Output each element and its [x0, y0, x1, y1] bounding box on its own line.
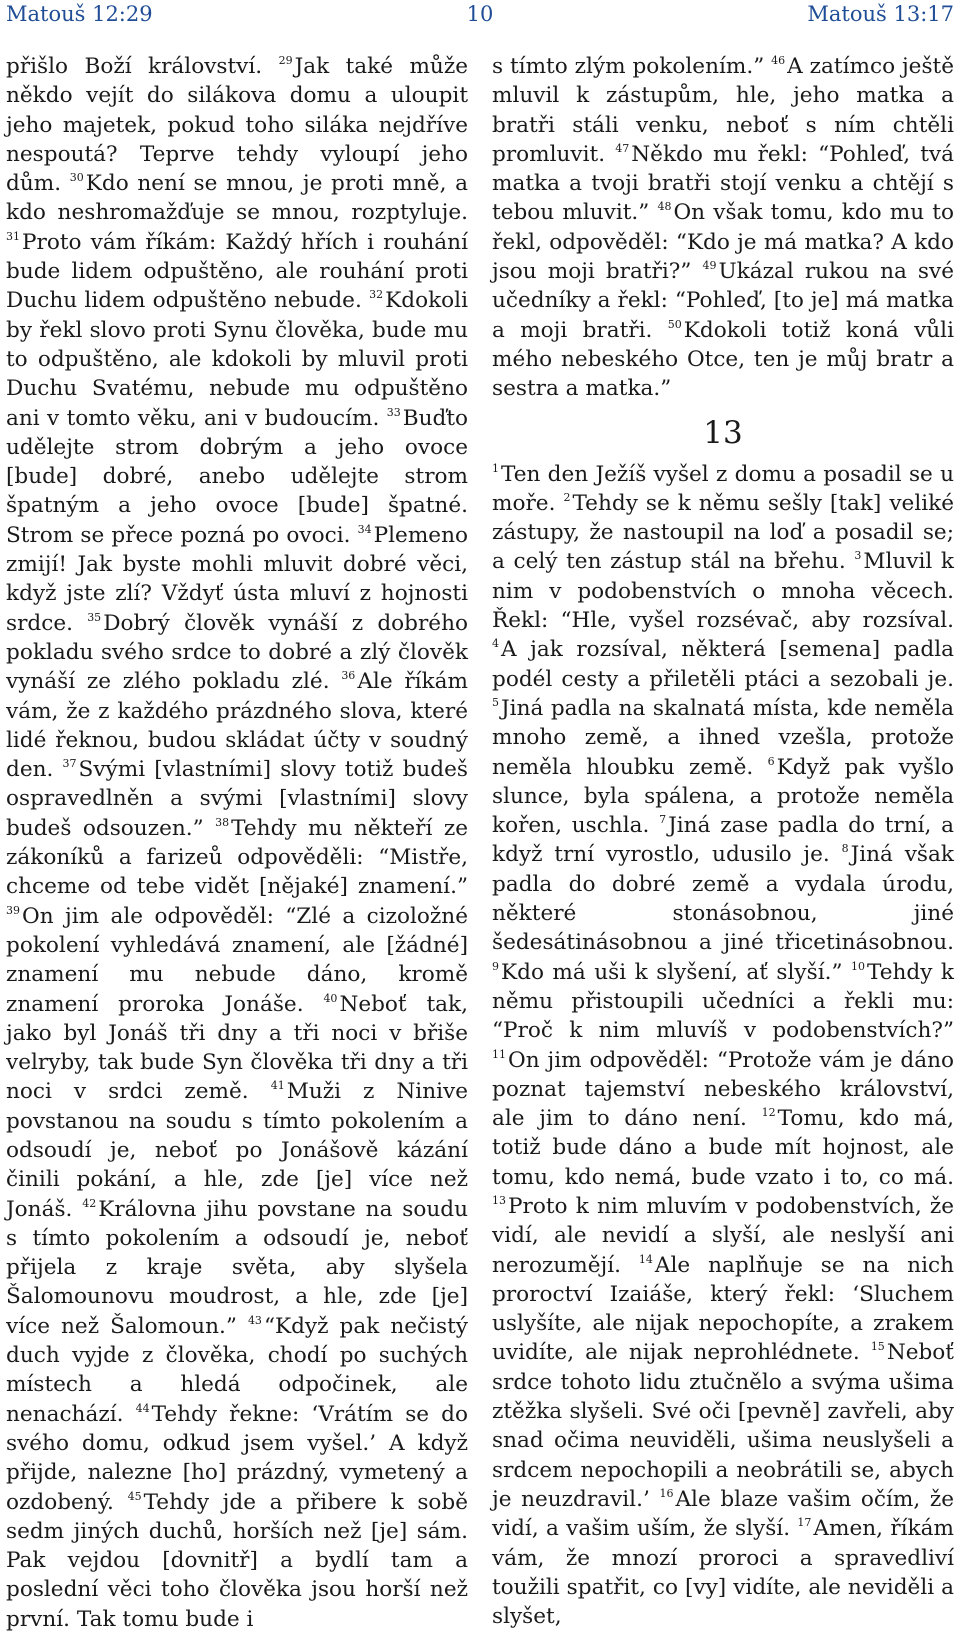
verse-text: Mluvil k nim v podobenstvích o mnoha věcech. Řekl: “Hle, vyšel rozsévač, aby rozsíval.	[492, 549, 954, 634]
verse-number: 45	[127, 1489, 142, 1503]
verse-text: Tehdy se k němu sešly [tak] veliké zástupy, že nastoupil na loď a posadil se; a celý ten zástup stál na břehu.	[492, 490, 954, 575]
verse-number: 17	[797, 1516, 812, 1530]
verse-number: 49	[702, 259, 717, 273]
verse-text: Proto k nim mluvím v podobenstvích, že vidí, ale nevidí a slyší, ale neslyší ani nerozumějí.	[492, 1193, 954, 1278]
verse-number: 4	[492, 637, 499, 651]
verse-text: Jak také může někdo vejít do silákova domu a uloupit jeho majetek, pokud toho siláka nejdříve nespoutá? Teprve tehdy vyloupí jeho dům.	[6, 54, 468, 197]
verse-text: Svými [vlastními] slovy totiž budeš ospravedlněn a svými [vlastními] slovy budeš odsouzen.”	[6, 757, 468, 841]
page-header	[6, 2, 954, 30]
verse-number: 39	[6, 903, 20, 917]
verse-text: Muži z Ninive povstanou na soudu s tímto pokolením a odsoudí je, neboť po Jonášově kázání činili pokání, a hle, zde [je] více než Jonáš.	[6, 1079, 469, 1222]
header-start-reference: Matouš 12:29	[6, 2, 153, 26]
verse-text: Ten den Ježíš vyšel z domu a posadil se u moře.	[492, 461, 954, 516]
verse-text: Dobrý člověk vynáší z dobrého pokladu svého srdce to dobré a zlý člověk vynáší ze zlého pokladu zlé.	[6, 610, 468, 695]
verse-text: Plemeno zmijí! Jak byste mohli mluvit dobré věci, když jste zlí? Vždyť ústa mluví z hojnosti srdce.	[6, 522, 468, 636]
verse-text: Ale říkám vám, že z každého prázdného slova, které lidé řeknou, budou skládat účty v soudný den.	[6, 669, 468, 783]
verse-number: 12	[761, 1106, 776, 1120]
verse-text: Tehdy mu někteří ze zákoníků a farizeů odpověděli: “Mistře, chceme od tebe vidět [nějaké] znamení.”	[6, 815, 468, 900]
left-column	[6, 52, 469, 1632]
verse-number: 35	[87, 610, 102, 624]
verse-text: Amen, říkám vám, že mnozí proroci a spravedliví toužili spatřit, co [vy] vidíte, ale neviděli a slyšet,	[492, 1516, 954, 1630]
verse-text: Tehdy jde a přibere k sobě sedm jiných duchů, horších než [je] sám. Pak vejdou [dovnitř] a bydlí tam a poslední věci toho člověka jsou horší než první. Tak tomu bude i	[6, 1489, 468, 1632]
verse-number: 48	[657, 200, 672, 214]
right-column-text-chapter-12	[492, 52, 954, 404]
verse-number: 3	[854, 549, 862, 563]
verse-text: On jim odpověděl: “Protože vám je dáno poznat tajemství nebeského království, ale jim to dáno není.	[492, 1047, 954, 1132]
verse-text: Ale blaze vašim očím, že vidí, a vašim uším, že slyší.	[492, 1486, 954, 1542]
verse-text: Když pak vyšlo slunce, byla spálena, a protože neměla kořen, uschla.	[492, 754, 954, 839]
verse-text: “Když pak nečistý duch vyjde z člověka, chodí po suchých místech a hledá odpočinek, ale nenachází.	[6, 1313, 468, 1427]
verse-number: 29	[278, 54, 293, 67]
verse-number: 8	[841, 842, 849, 856]
verse-number: 46	[771, 54, 786, 67]
verse-number: 50	[667, 317, 682, 331]
verse-number: 41	[270, 1079, 285, 1093]
right-column	[492, 52, 955, 1630]
verse-text: On jim ale odpověděl: “Zlé a cizoložné pokolení vyhledává znamení, ale [žádné] znamení mu nebude dáno, kromě znamení proroka Jonáše.	[6, 903, 468, 1017]
verse-number: 40	[323, 991, 338, 1005]
verse-number: 33	[386, 405, 401, 419]
verse-number: 1	[492, 461, 499, 475]
right-column-text-chapter-13	[492, 460, 954, 1632]
verse-text: přišlo Boží království.	[6, 54, 263, 79]
verse-number: 43	[247, 1313, 262, 1327]
verse-number: 6	[767, 754, 775, 768]
verse-number: 2	[563, 490, 571, 504]
verse-text: Neboť tak, jako byl Jonáš tři dny a tři noci v břiše velryby, tak bude Syn člověka tři dny a tři noci v srdci země.	[6, 991, 468, 1105]
verse-text: s tímto zlým pokolením.”	[492, 54, 765, 79]
verse-number: 47	[615, 141, 630, 155]
header-end-reference: Matouš 13:17	[807, 2, 954, 26]
verse-number: 31	[6, 229, 20, 243]
verse-text: Královna jihu povstane na soudu s tímto pokolením a odsoudí je, neboť přijela z kraje světa, aby slyšela Šalomounovu moudrost, a hle, zde [je] více než Šalomoun.”	[6, 1196, 468, 1339]
verse-text: Kdokoli by řekl slovo proti Synu člověka, bude mu to odpuštěno, ale kdokoli by mluvil proti Duchu Svatému, nebude mu odpuštěno ani v tomto věku, ani v budoucím.	[6, 288, 468, 431]
verse-text: Proto vám říkám: Každý hřích i rouhání bude lidem odpuštěno, ale rouhání proti Duchu lidem odpuštěno nebude.	[6, 229, 468, 314]
verse-text: On však tomu, kdo mu to řekl, odpověděl: “Kdo je má matka? A kdo jsou moji bratři?”	[492, 200, 954, 285]
verse-number: 38	[215, 815, 230, 829]
verse-text: A jak rozsíval, některá [semena] padla podél cesty a přiletěli ptáci a sezobali je.	[492, 637, 954, 692]
verse-text: Kdo má uši k slyšení, ať slyší.”	[501, 959, 843, 985]
verse-number: 42	[82, 1196, 97, 1210]
verse-text: Tehdy řekne: ‘Vrátím se do svého domu, odkud jsem vyšel.’ A když přijde, nalezne [ho] prázdný, vymetený a ozdobený.	[6, 1401, 468, 1515]
verse-text: Kdokoli totiž koná vůli mého nebeského Otce, ten je můj bratr a sestra a matka.”	[492, 317, 954, 402]
verse-text: Neboť srdce tohoto lidu ztučnělo a svýma ušima ztěžka slyšeli. Své oči [pevně] zavřeli, aby snad očima neuviděli, ušima neuslyšeli a srdcem nepochopili a neobrátili se, abych je neuzdravil.’	[492, 1340, 954, 1512]
verse-text: A zatímco ještě mluvil k zástupům, hle, jeho matka a bratři stáli venku, neboť s ním chtěli promluvit.	[492, 54, 954, 167]
verse-text: Jiná však padla do dobré země a vydala úrodu, některé stonásobnou, jiné šedesátinásobnou a jiné třicetinásobnou.	[492, 842, 954, 956]
verse-text: Ukázal rukou na své učedníky a řekl: “Pohleď, [to je] má matka a moji bratři.	[492, 259, 954, 343]
verse-number: 7	[659, 813, 667, 827]
verse-text: Tomu, kdo má, totiž bude dáno a bude mít hojnost, ale tomu, kdo nemá, bude vzato i to, co má.	[492, 1106, 955, 1190]
verse-number: 44	[135, 1401, 150, 1415]
verse-text: Kdo není se mnou, je proti mně, a kdo neshromažďuje se mnou, rozptyluje.	[6, 171, 468, 226]
verse-number: 9	[492, 959, 499, 973]
verse-number: 11	[492, 1047, 506, 1061]
verse-number: 36	[341, 669, 356, 683]
verse-number: 13	[492, 1193, 506, 1207]
verse-text: Jiná zase padla do trní, a když trní vyrostlo, udusilo je.	[492, 813, 954, 868]
verse-number: 34	[357, 522, 372, 536]
verse-number: 15	[870, 1340, 885, 1354]
verse-number: 10	[851, 959, 865, 973]
verse-text: Ale naplňuje se na nich proroctví Izaiáše, který řekl: ‘Sluchem uslyšíte, ale nijak nepochopíte, a zrakem uvidíte, ale nijak neprohlédnete.	[492, 1252, 954, 1366]
verse-text: Jiná padla na skalnatá místa, kde neměla mnoho země, a ihned vzešla, protože neměla hloubku země.	[492, 695, 954, 780]
verse-text: Tehdy k němu přistoupili učedníci a řekli mu: “Proč k nim mluvíš v podobenstvích?”	[492, 959, 954, 1044]
verse-number: 32	[369, 288, 384, 302]
verse-number: 30	[69, 171, 84, 185]
verse-number: 14	[638, 1252, 653, 1266]
left-column-text	[6, 52, 468, 1634]
verse-text: Buďto udělejte strom dobrým a jeho ovoce [bude] dobré, anebo udělejte strom špatným a jeho ovoce [bude] špatné. Strom se přece pozná po ovoci.	[6, 405, 468, 548]
verse-number: 5	[492, 695, 499, 709]
chapter-number: 13	[703, 414, 743, 451]
page-number: 10	[466, 2, 494, 26]
verse-number: 37	[62, 757, 77, 771]
verse-number: 16	[659, 1486, 674, 1500]
verse-text: Někdo mu řekl: “Pohleď, tvá matka a tvoji bratři stojí venku a chtějí s tebou mluvit.”	[492, 141, 954, 226]
